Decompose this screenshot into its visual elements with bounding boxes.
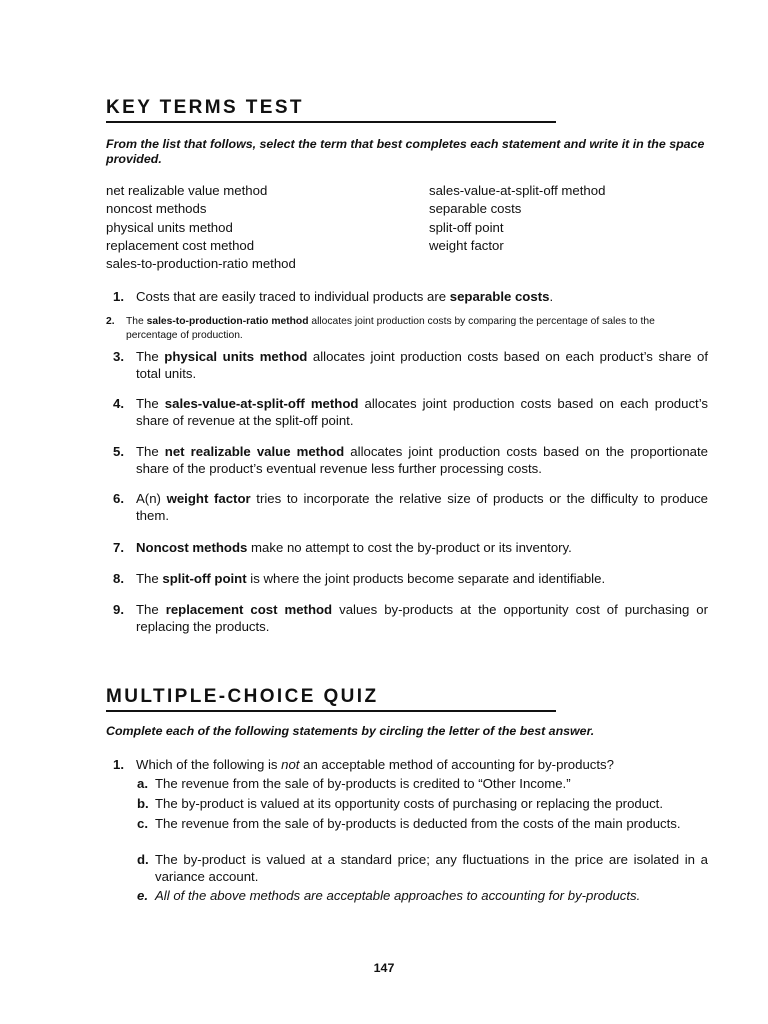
- option-letter: e.: [137, 888, 148, 903]
- key-term-item: 2. The sales-to-production-ratio method allocates joint production costs by comparing the percentage of sales to the percentage of production.: [106, 316, 655, 341]
- answer-option: [137, 888, 708, 905]
- option-text: All of the above methods are acceptable approaches to accounting for by-products.: [155, 888, 641, 903]
- terms-list-left: [106, 182, 296, 273]
- option-letter: a.: [137, 776, 148, 791]
- key-term-item: 4. The sales-value-at-split-off method allocates joint production costs based on each product’s share of revenue at the split-off point.: [113, 396, 709, 428]
- term: physical units method: [106, 219, 233, 235]
- answer-option: [137, 852, 708, 885]
- answer-term: Noncost methods: [136, 540, 248, 555]
- term: split-off point: [429, 219, 504, 235]
- term: sales-value-at-split-off method: [429, 183, 606, 198]
- key-terms-instructions: From the list that follows, select the term that best completes each statement and write it in the space provided.: [106, 137, 705, 166]
- key-term-item: 1. Costs that are easily traced to individual products are separable costs.: [113, 289, 554, 304]
- option-letter: c.: [137, 816, 148, 831]
- term: replacement cost method: [106, 237, 255, 253]
- quiz-question: 1. Which of the following is not an acceptable method of accounting for by-products?: [113, 757, 614, 772]
- item-number: 5.: [113, 444, 124, 459]
- answer-option: [137, 776, 708, 793]
- item-number: 6.: [113, 491, 124, 506]
- answer-option: [137, 796, 708, 813]
- key-term-item: 9. The replacement cost method values by-products at the opportunity cost of purchasing or replacing the products.: [113, 602, 709, 634]
- key-term-item: 7. Noncost methods make no attempt to cost the by-product or its inventory.: [113, 540, 572, 555]
- page-number: 147: [373, 961, 395, 975]
- answer-term: separable costs: [449, 289, 550, 304]
- answer-term: sales-value-at-split-off method: [164, 396, 359, 411]
- term: noncost methods: [106, 201, 207, 217]
- term: sales-to-production-ratio method: [106, 256, 296, 272]
- item-number: 4.: [113, 396, 124, 411]
- answer-option: [137, 816, 708, 833]
- option-text: The by-product is valued at its opportunity costs of purchasing or replacing the product.: [155, 796, 663, 811]
- item-number: 2.: [106, 316, 115, 327]
- item-number: 8.: [113, 571, 124, 586]
- answer-term: split-off point: [162, 571, 247, 586]
- term: separable costs: [429, 201, 522, 217]
- terms-list-right: [429, 182, 605, 255]
- item-number: 7.: [113, 540, 124, 555]
- answer-term: replacement cost method: [165, 602, 333, 617]
- term: net realizable value method: [106, 183, 268, 198]
- answer-term: net realizable value method: [164, 444, 345, 459]
- key-term-item: 6. A(n) weight factor tries to incorporate the relative size of products or the difficulty to produce them.: [113, 491, 709, 523]
- item-number: 9.: [113, 602, 124, 617]
- question-emphasis: not: [281, 757, 300, 772]
- key-term-item: 3. The physical units method allocates joint production costs based on each product’s share of total units.: [113, 349, 709, 381]
- answer-term: weight factor: [166, 491, 251, 506]
- key-term-item: 5. The net realizable value method allocates joint production costs based on the proportionate share of the product’s eventual revenue less further processing costs.: [113, 444, 709, 476]
- key-term-item: 8. The split-off point is where the joint products become separate and identifiable.: [113, 571, 606, 586]
- item-number: 3.: [113, 349, 124, 364]
- option-text: The revenue from the sale of by-products is deducted from the costs of the main products.: [155, 816, 681, 831]
- option-letter: d.: [137, 852, 149, 867]
- item-number: 1.: [113, 289, 124, 304]
- answer-term: physical units method: [164, 349, 308, 364]
- quiz-heading: MULTIPLE-CHOICE QUIZ: [106, 687, 556, 712]
- option-text: The revenue from the sale of by-products is credited to “Other Income.”: [155, 776, 571, 791]
- term: weight factor: [429, 237, 504, 253]
- option-letter: b.: [137, 796, 149, 811]
- key-terms-heading: KEY TERMS TEST: [106, 98, 556, 123]
- option-text: The by-product is valued at a standard price; any fluctuations in the price are isolated in a variance account.: [155, 852, 708, 884]
- answer-term: sales-to-production-ratio method: [146, 316, 309, 327]
- question-number: 1.: [113, 757, 124, 772]
- quiz-instructions: Complete each of the following statements by circling the letter of the best answer.: [106, 724, 595, 738]
